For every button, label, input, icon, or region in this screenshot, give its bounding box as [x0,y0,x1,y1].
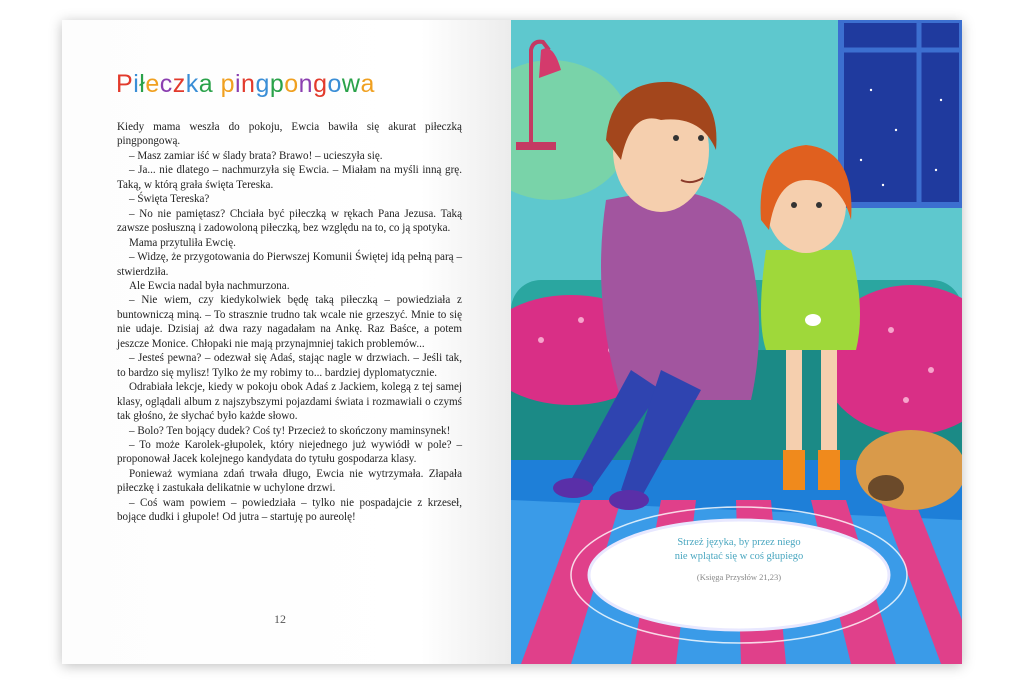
quote-line-2: nie wplątać się w coś głupiego [674,551,804,562]
title-letter: k [185,70,199,98]
paragraph: – Widzę, że przygotowania do Pierwszej Komunii Świętej idą pełną parą – stwierdziła. [117,251,462,278]
paragraph: Ale Ewcia nadal była nachmurzona. [129,279,290,292]
title-letter: n [298,70,314,98]
title-letter: p [220,70,235,98]
paragraph: Kiedy mama weszła do pokoju, Ewcia bawiła się akurat piłeczką pingpongową. [117,121,462,148]
title-letter: c [159,70,173,98]
paragraph: – Ja... nie dlatego – nachmurzyła się Ewcia. – Miałam na myśli inną grę. Taką, w którą grała święta Tereska. [117,164,462,191]
ping-pong-ball-icon [805,314,821,326]
title-letter: ł [139,70,146,98]
paragraph: – Coś wam powiem – powiedziała – tylko nie pospadajcie z krzeseł, bojące dudki i głupole! Od jutra – startuję po aureolę! [117,496,462,524]
paragraph: – Jesteś pewna? – odezwał się Adaś, stając nagle w drzwiach. – Jeśli tak, to bardzo się mylisz! Tylko że my robimy to... bardziej dyplomatycznie. [117,352,462,379]
paragraph: Ponieważ wymiana zdań trwała długo, Ewcia nie wytrzymała. Złapała piłeczkę i zastukała delikatnie w uchylone drzwi. [117,467,462,495]
dog-icon [856,430,962,510]
right-page-illustration [511,20,962,664]
paragraph: – To może Karolek-głupolek, który niejednego już wywiódł w pole? – proponował Jacek kolejnego kandydata do tytułu gospodarza klasy. [117,438,462,466]
title-letter: g [255,70,270,98]
title-letter: a [198,70,214,98]
title-letter: i [234,70,242,98]
page-number: 12 [274,612,286,626]
title-letter: p [269,70,285,98]
paragraph: – Masz zamiar iść w ślady brata? Brawo! – ucieszyła się. [129,149,383,162]
quote-source: (Księga Przysłów 21,23) [696,572,782,582]
title-letter: i [133,70,140,98]
title-letter: z [172,70,186,98]
paragraph: – No nie pamiętasz? Chciała być piłeczką w rękach Pana Jezusa. Taką zawsze posłuszną i zadowoloną piłeczką, bez względu na to, co ją spotyka. [117,207,462,235]
chapter-title [116,70,375,99]
quote-line-1: Strzeż języka, by przez niego [677,537,801,548]
window-icon [841,20,962,205]
paragraph: – Święta Tereska? [129,193,210,206]
paragraph: – Nie wiem, czy kiedykolwiek będę taką piłeczką – powiedziała z buntowniczą miną. – To strasznie trudno tak wcale nie grzeszyć. Mnie to się nie udaje. Dzisiaj aż dwa razy nagadałam na Ankę. Raz Baśce, a potem jeszcze Monice. Chłopaki nie mają przynajmniej takich problemów... [117,294,462,350]
paragraph: Mama przytuliła Ewcię. [129,236,236,249]
title-letter: a [360,70,375,98]
title-letter: P [116,70,134,98]
bible-quote [599,536,879,584]
title-letter: w [341,70,361,98]
story-text [117,120,462,525]
title-letter: o [327,70,342,98]
title-letter: n [241,70,256,98]
open-book [62,20,962,664]
title-letter: e [145,70,160,98]
title-letter: o [284,70,299,98]
title-letter [213,70,220,99]
title-letter: g [313,70,328,98]
paragraph: – Bolo? Ten bojący dudek? Coś ty! Przecież to skończony maminsynek! [129,424,451,437]
left-page [62,20,511,664]
paragraph: Odrabiała lekcje, kiedy w pokoju obok Adaś z Jackiem, kolegą z tej samej klasy, oglądali album z najszybszymi pojazdami świata i rozmawiali o czymś tak głośno, że słychać było każde słowo. [117,381,462,423]
